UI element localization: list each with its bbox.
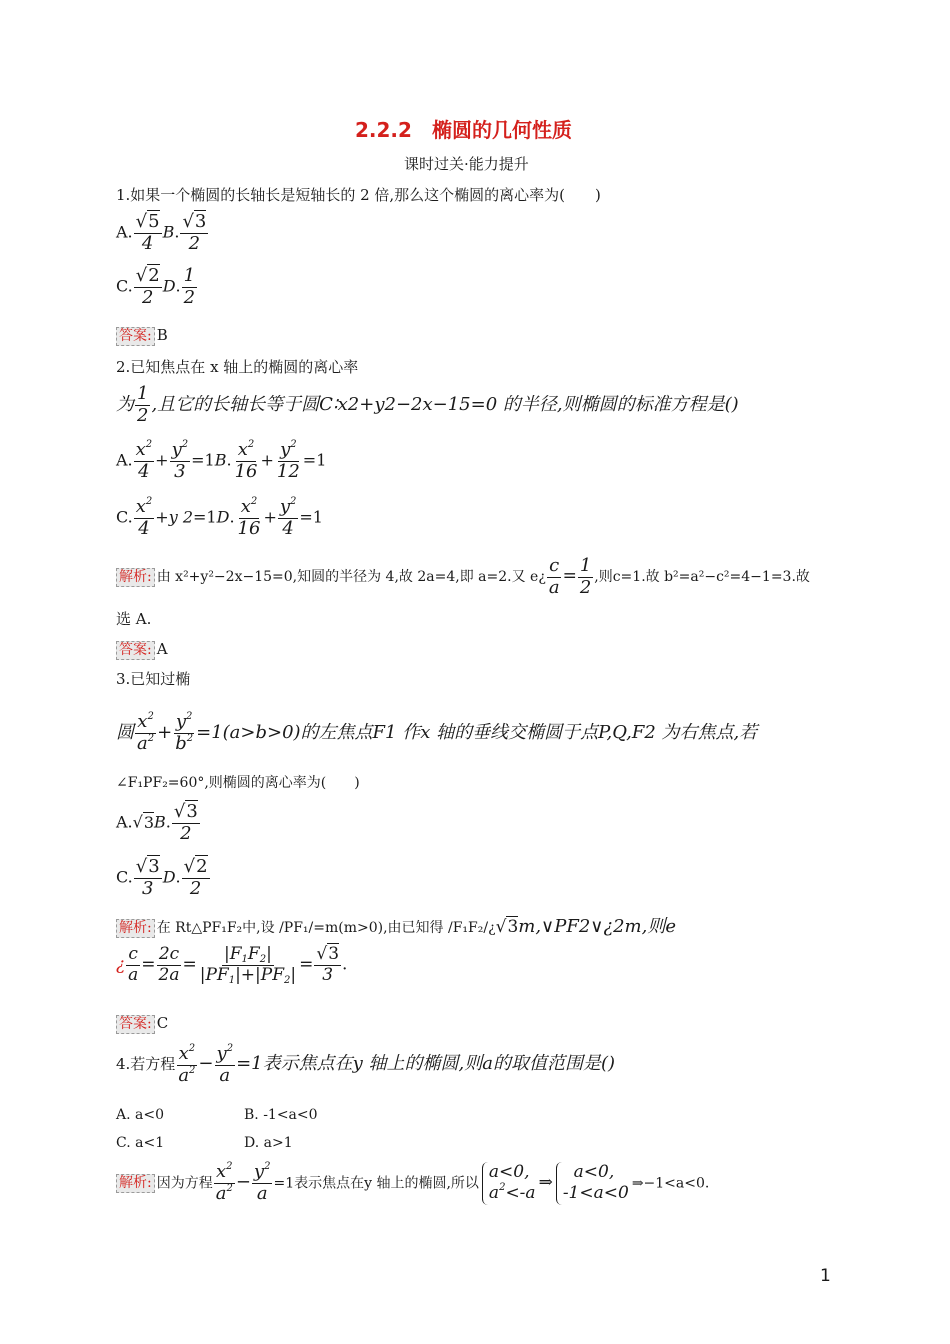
q2-stem-line1: 2.已知焦点在 x 轴上的椭圆的离心率 — [116, 358, 359, 376]
q2-stem-line2: 为 $\frac{1}{2}$ ,且它的长轴长等于圆C∶x2+y2−2x−15=0 的半径,则椭圆的标准方程是() — [116, 383, 739, 426]
page-number: 1 — [820, 1266, 831, 1286]
q3-answer — [116, 1014, 168, 1034]
analysis-label: 解析: — [116, 568, 155, 587]
q4-stem: 4.若方程 $\frac{x^2}{a^2}$ − $\frac{y^2}{a}$ =1表示焦点在y 轴上的椭圆,则a的取值范围是() — [116, 1043, 615, 1086]
answer-label: 答案: — [116, 1015, 155, 1034]
q3-stem-line2: 圆 $\frac{x^2}{a^2}$ + $\frac{y^2}{b^2}$ =1(a>b>0)的左焦点F1 作x 轴的垂线交椭圆于点P,Q,F2 为右焦点,若 — [116, 711, 758, 754]
q4-analysis: 解析: 因为方程 $\frac{x^2}{a^2}$ − $\frac{y^2}{a}$ =1表示焦点在y 轴上的椭圆,所以 a<0, $a^2<-a$ ⇒ a<0, -1<a<0 ⇒−1<a<0. — [116, 1162, 709, 1205]
answer-label: 答案: — [116, 641, 155, 660]
q4-option-b: B. -1<a<0 — [244, 1107, 318, 1123]
analysis-label: 解析: — [116, 919, 155, 938]
q4-option-a: A. a<0 — [116, 1107, 164, 1123]
q4-option-c: C. a<1 — [116, 1135, 165, 1151]
q3-answer-value: C — [156, 1014, 169, 1032]
q3-analysis: 解析: 在 Rt△PF₁F₂中,设 /PF₁/=m(m>0),由已知得 /F₁F₂/¿√3m,∨PF2∨¿2m,则e — [116, 916, 676, 938]
q2-answer-value: A — [156, 640, 168, 658]
analysis-label: 解析: — [116, 1174, 155, 1193]
q3-options-ab: A.√3B. $\frac{√3}{2}$ — [116, 801, 198, 844]
q3-options-cd: C. $\frac{√3}{3}$ D. $\frac{√2}{2}$ — [116, 856, 208, 899]
q1-answer — [116, 326, 168, 346]
q2-analysis: 解析: 由 x²+y²−2x−15=0,知圆的半径为 4,故 2a=4,即 a=2.又 e¿ $\frac{c}{a}$ = $\frac{1}{2}$ ,则c=1.故 b²=a²−c²=4−1=3.故 — [116, 556, 810, 598]
q3-stem-line1: 3.已知过椭 — [116, 670, 191, 688]
q1-options-ab: A. $\frac{√5}{4}$ B. $\frac{√3}{2}$ — [116, 211, 207, 254]
q2-analysis-cont: 选 A. — [116, 610, 152, 628]
q2-options-ab: A. $\frac{x^2}{4}$ + $\frac{y^2}{3}$ =1B. $\frac{x^2}{16}$ + $\frac{y^2}{12}$ =1 — [116, 439, 327, 482]
page-subtitle: 课时过关·能力提升 — [404, 155, 529, 173]
q3-stem-line3: ∠F₁PF₂=60°,则椭圆的离心率为( ) — [116, 775, 360, 791]
q3-analysis-eq: ¿ $\frac{c}{a}$ = $\frac{2c}{2a}$ = $\frac{|F_1F_2|}{|PF_1|+|PF_2|}$ = $\frac{√3}{3}$ . — [116, 944, 348, 986]
page-title: 2.2.2 椭圆的几何性质 — [355, 118, 572, 142]
q2-options-cd: C. $\frac{x^2}{4}$ +y 2=1D. $\frac{x^2}{16}$ + $\frac{y^2}{4}$ =1 — [116, 496, 323, 539]
q2-answer — [116, 640, 168, 660]
q4-option-d: D. a>1 — [244, 1135, 293, 1151]
q1-options-cd: C. $\frac{√2}{2}$ D. $\frac{1}{2}$ — [116, 265, 196, 308]
q1-stem: 1.如果一个椭圆的长轴长是短轴长的 2 倍,那么这个椭圆的离心率为( ) — [116, 186, 601, 204]
q1-answer-value: B — [156, 326, 168, 344]
answer-label: 答案: — [116, 327, 155, 346]
